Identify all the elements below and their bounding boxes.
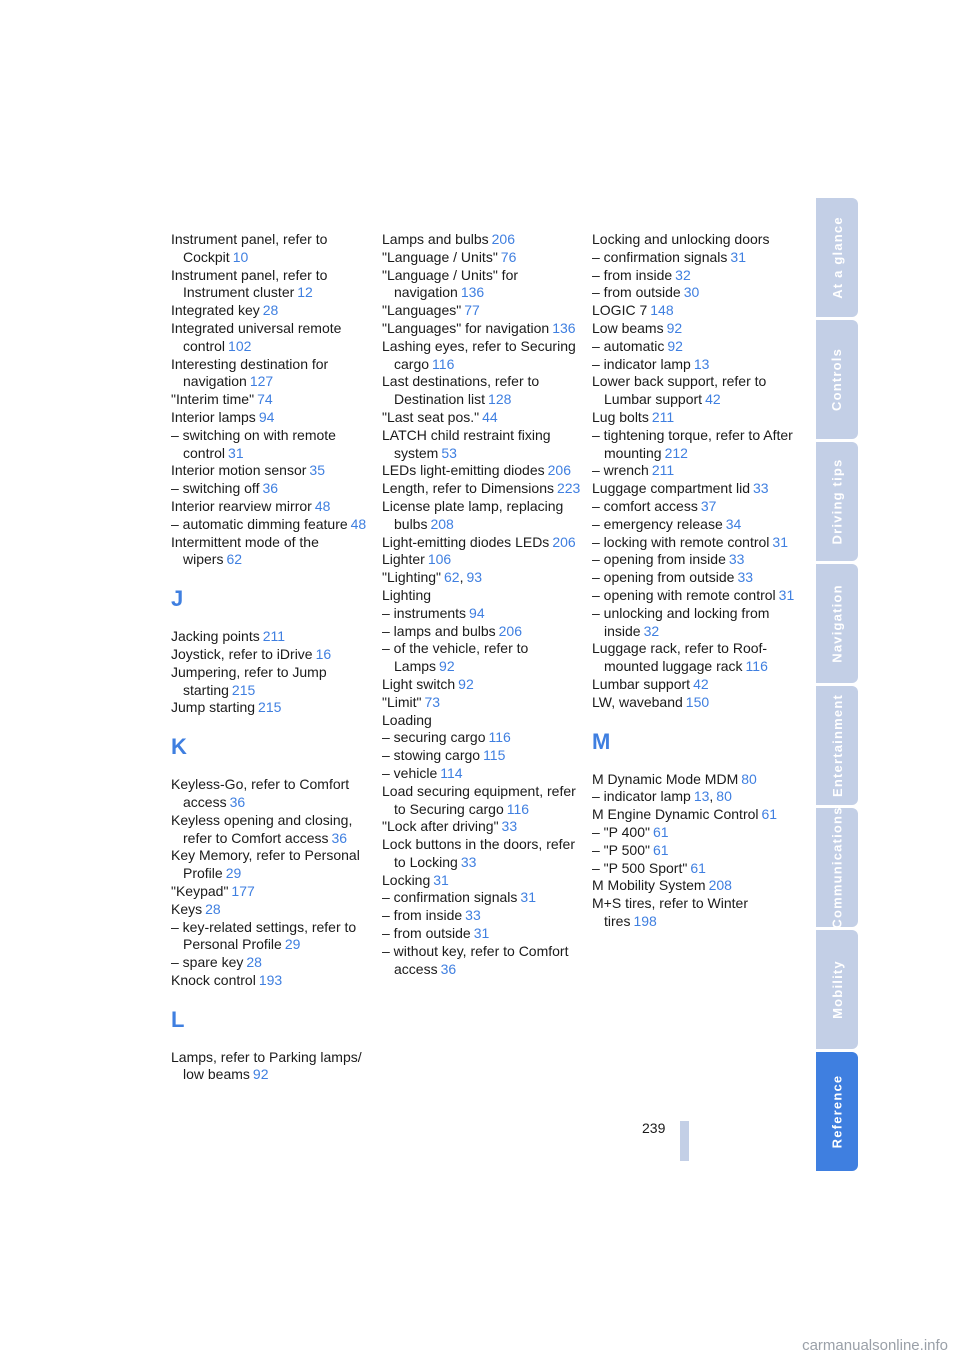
page-reference-link[interactable]: 206 — [491, 231, 515, 247]
index-entry — [382, 640, 582, 676]
page-reference-link[interactable]: 36 — [331, 829, 348, 846]
index-entry — [382, 623, 582, 641]
index-entry-text: M Dynamic Mode MDM — [592, 770, 739, 787]
index-entry-text: Interesting destination for navigation — [171, 355, 329, 390]
index-entry-text: – from inside — [382, 907, 463, 924]
index-entry-text: – confirmation signals — [382, 889, 518, 906]
index-entry — [382, 907, 582, 925]
index-entry-text: "Languages" for navigation — [382, 319, 550, 336]
index-entry — [592, 771, 797, 789]
index-entry — [592, 587, 797, 605]
page-reference-link[interactable]: 31 — [228, 444, 244, 461]
index-entry — [382, 587, 582, 605]
index-entry — [171, 919, 371, 955]
index-entry — [382, 605, 582, 623]
index-entry — [592, 320, 797, 338]
index-entry-text: – from outside — [592, 284, 681, 301]
page-reference-link[interactable]: 136 — [552, 319, 576, 336]
tab-label: Entertainment — [829, 693, 845, 798]
index-entry-text: Load securing equipment, refer to Securing cargo — [382, 782, 576, 817]
page-reference-link[interactable]: 29 — [225, 865, 242, 882]
index-entry-text: Lighter — [382, 551, 425, 568]
index-entry-text: "Limit" — [382, 693, 422, 710]
index-entry-text: – lamps and bulbs — [382, 622, 496, 639]
index-column-2 — [382, 231, 582, 978]
index-entry — [592, 676, 797, 694]
page-reference-link[interactable]: 206 — [498, 622, 522, 639]
tab-at-a-glance[interactable] — [816, 198, 858, 317]
index-entry-text: – from inside — [592, 266, 673, 283]
index-entry — [171, 883, 371, 901]
index-entry-text: Last destinations, refer to Destination list — [382, 373, 540, 408]
index-entry-text: – opening from inside — [592, 551, 726, 568]
index-entry-text: Light switch — [382, 675, 456, 692]
index-entry-text: – opening with remote control — [592, 586, 776, 603]
index-entry-text: Intermittent mode of the wipers — [171, 533, 319, 568]
index-entry-text: "Lighting" — [382, 569, 441, 586]
index-entry — [592, 605, 797, 641]
index-entry-text: – without key, refer to Comfort access — [382, 942, 569, 977]
index-entry-text: – stowing cargo — [382, 747, 481, 764]
index-entry — [592, 373, 797, 409]
index-entry — [382, 765, 582, 783]
index-entry — [592, 895, 797, 931]
index-entry-text: – "P 500 Sport" — [592, 859, 688, 876]
page-separator: , — [459, 569, 464, 586]
index-letter-heading: M — [592, 728, 611, 754]
index-entry-text: – emergency release — [592, 515, 723, 532]
page-reference-link[interactable]: 94 — [469, 604, 485, 621]
index-entry-text: Instrument panel, refer to Instrument cluster — [171, 266, 328, 301]
index-entry — [382, 729, 582, 747]
page-reference-link[interactable]: 13 — [693, 355, 710, 372]
page-reference-link[interactable]: 148 — [650, 302, 674, 319]
page-reference-link[interactable]: 61 — [652, 841, 669, 858]
index-entry-text: M Engine Dynamic Control — [592, 806, 759, 823]
page-reference-link[interactable]: 36 — [262, 480, 279, 497]
index-entry-text: Loading — [382, 711, 432, 728]
page-reference-link[interactable]: 33 — [728, 551, 745, 568]
index-entry — [171, 664, 371, 700]
index-entry — [592, 462, 797, 480]
index-entry — [382, 694, 582, 712]
page-reference-link[interactable]: 29 — [284, 936, 301, 953]
page-reference-link[interactable]: 31 — [772, 533, 788, 550]
index-entry-text: Light-emitting diodes LEDs — [382, 533, 550, 550]
index-entry-text: Keyless opening and closing, refer to Comfort access — [171, 811, 353, 846]
page-separator: , — [709, 788, 714, 805]
index-entry — [171, 1049, 371, 1085]
page-reference-link[interactable]: 198 — [633, 912, 657, 929]
index-entry — [171, 972, 371, 990]
index-entry-text: – tightening torque, refer to After mounting — [592, 426, 793, 461]
index-entry-text: License plate lamp, replacing bulbs — [382, 497, 564, 532]
page-reference-link[interactable]: 42 — [693, 675, 709, 692]
index-entry — [382, 925, 582, 943]
index-entry — [592, 877, 797, 895]
index-entry — [171, 812, 371, 848]
page-number: 239 — [642, 1120, 666, 1136]
page-reference-link[interactable]: 28 — [205, 900, 221, 917]
page-reference-link[interactable]: 116 — [432, 355, 455, 372]
page-reference-link[interactable]: 127 — [249, 373, 274, 390]
index-entry — [171, 534, 371, 570]
chapter-tabs — [816, 198, 858, 1174]
page-reference-link[interactable]: 215 — [231, 681, 256, 698]
index-entry-text: Integrated universal remote control — [171, 319, 342, 354]
index-entry-text: – indicator lamp — [592, 355, 691, 372]
index-entry-text: – vehicle — [382, 764, 438, 781]
page-reference-link[interactable]: 193 — [258, 971, 283, 988]
page-reference-link[interactable]: 61 — [690, 859, 706, 876]
tab-controls[interactable] — [816, 320, 858, 439]
page-reference-link[interactable]: 42 — [705, 391, 721, 408]
page-reference-link[interactable]: 33 — [501, 818, 518, 835]
page-reference-link[interactable]: 92 — [252, 1066, 269, 1083]
index-entry-text: Jacking points — [171, 628, 260, 645]
index-entry — [382, 409, 582, 427]
page-reference-link[interactable]: 114 — [440, 764, 463, 781]
page-reference-link[interactable]: 208 — [708, 877, 732, 894]
index-entry — [592, 534, 797, 552]
index-entry-text: – spare key — [171, 954, 244, 971]
page-reference-link[interactable]: 37 — [700, 497, 717, 514]
index-entry-text: Knock control — [171, 971, 256, 988]
index-entry — [382, 249, 582, 267]
index-entry-text: "Language / Units" for navigation — [382, 266, 519, 301]
page-reference-link[interactable]: 128 — [488, 391, 512, 408]
index-entry-text: – indicator lamp — [592, 788, 691, 805]
index-entry-text: – switching on with remote control — [171, 426, 336, 461]
index-entry-text: "Languages" — [382, 302, 462, 319]
page-reference-link[interactable]: 31 — [473, 925, 490, 942]
index-entry-text: "Lock after driving" — [382, 818, 499, 835]
index-entry-text: Lower back support, refer to Lumbar support — [592, 373, 767, 408]
page-reference-link[interactable]: 150 — [685, 693, 710, 710]
index-entry — [171, 267, 371, 303]
index-entry-text: – comfort access — [592, 497, 698, 514]
page-reference-link[interactable]: 31 — [778, 586, 795, 603]
page-reference-link[interactable]: 177 — [231, 882, 255, 899]
index-entry-text: Length, refer to Dimensions — [382, 480, 554, 497]
tab-navigation[interactable] — [816, 564, 858, 683]
index-entry-text: – "P 500" — [592, 841, 650, 858]
index-entry-text: – switching off — [171, 480, 260, 497]
index-entry — [171, 409, 371, 427]
index-entry-text: – automatic — [592, 337, 665, 354]
index-entry-text: Jumpering, refer to Jump starting — [171, 663, 327, 698]
index-entry — [382, 498, 582, 534]
index-entry — [592, 231, 797, 249]
page-reference-link[interactable]: 102 — [228, 337, 252, 354]
index-entry — [592, 249, 797, 267]
page-reference-link[interactable]: 116 — [745, 658, 768, 675]
index-entry — [171, 776, 371, 812]
page-reference-link[interactable]: 62 — [443, 569, 460, 586]
page-reference-link[interactable]: 32 — [675, 266, 691, 283]
index-entry — [171, 391, 371, 409]
tab-label: Mobility — [829, 960, 845, 1019]
index-entry-text: "Interim time" — [171, 391, 255, 408]
page-reference-link[interactable]: 34 — [725, 515, 742, 532]
page-reference-link[interactable]: 48 — [314, 497, 331, 514]
index-entry-text: LATCH child restraint fixing system — [382, 426, 551, 461]
page-reference-link[interactable]: 77 — [464, 302, 480, 319]
index-entry-text: LOGIC 7 — [592, 302, 648, 319]
index-entry — [171, 356, 371, 392]
index-column-1 — [171, 231, 371, 1084]
index-entry — [592, 498, 797, 516]
index-entry-text: Lamps, refer to Parking lamps/ low beams — [171, 1048, 362, 1083]
page-reference-link[interactable]: 16 — [315, 645, 332, 662]
index-entry-text: Lumbar support — [592, 675, 691, 692]
index-entry-text: – wrench — [592, 462, 649, 479]
page-reference-link[interactable]: 28 — [262, 302, 279, 319]
index-entry-text: LW, waveband — [592, 693, 683, 710]
index-entry-text: Interior motion sensor — [171, 462, 307, 479]
page-reference-link[interactable]: 36 — [440, 960, 457, 977]
index-entry-text: M+S tires, refer to Winter tires — [592, 895, 748, 929]
index-entry — [382, 427, 582, 463]
index-entry-text: LEDs light-emitting diodes — [382, 462, 545, 479]
index-entry-text: "Last seat pos." — [382, 408, 480, 425]
index-entry — [171, 462, 371, 480]
page-reference-link[interactable]: 223 — [556, 480, 581, 497]
index-entry — [592, 267, 797, 285]
index-entry — [382, 320, 582, 338]
index-entry — [382, 267, 582, 303]
page-reference-link[interactable]: 136 — [460, 284, 485, 301]
page-reference-link[interactable]: 12 — [297, 284, 313, 301]
page-reference-link[interactable]: 31 — [730, 248, 746, 265]
page-reference-link[interactable]: 33 — [460, 853, 477, 870]
page-reference-link[interactable]: 215 — [258, 699, 282, 716]
index-entry — [382, 872, 582, 890]
index-column-3 — [592, 231, 797, 931]
page-reference-link[interactable]: 36 — [229, 793, 246, 810]
index-entry — [592, 302, 797, 320]
index-entry — [592, 516, 797, 534]
page-reference-link[interactable]: 80 — [741, 770, 757, 787]
index-entry — [592, 640, 797, 676]
index-entry — [592, 860, 797, 878]
tab-entertainment[interactable] — [816, 686, 858, 805]
index-entry-text: – key-related settings, refer to Personal Profile — [171, 918, 357, 953]
index-entry-text: – from outside — [382, 925, 471, 942]
index-entry — [382, 783, 582, 819]
index-entry — [382, 712, 582, 730]
index-entry — [171, 231, 371, 267]
index-entry — [171, 302, 371, 320]
index-letter-heading: L — [171, 1006, 185, 1032]
index-entry-text: Lashing eyes, refer to Securing cargo — [382, 337, 576, 372]
page-reference-link[interactable]: 62 — [226, 551, 243, 568]
page-reference-link[interactable]: 116 — [488, 729, 511, 746]
index-entry-text: Joystick, refer to iDrive — [171, 645, 313, 662]
index-entry-text: Luggage compartment lid — [592, 480, 750, 497]
page-reference-link[interactable]: 53 — [441, 444, 457, 461]
tab-label: Navigation — [829, 584, 845, 663]
index-entry — [382, 534, 582, 552]
index-entry — [382, 889, 582, 907]
index-entry — [592, 824, 797, 842]
index-entry — [171, 646, 371, 664]
page-reference-link[interactable]: 211 — [651, 408, 675, 425]
index-entry-text: Lock buttons in the doors, refer to Locking — [382, 836, 575, 870]
page-reference-link[interactable]: 31 — [433, 871, 449, 888]
page-reference-link[interactable]: 13 — [693, 788, 710, 805]
index-entry-text: Lamps and bulbs — [382, 231, 489, 247]
index-entry-text: – "P 400" — [592, 823, 650, 840]
index-entry-text: Low beams — [592, 319, 664, 336]
index-entry-text: "Language / Units" — [382, 248, 498, 265]
index-entry-text: – locking with remote control — [592, 533, 770, 550]
index-entry — [171, 901, 371, 919]
index-entry-text: Jump starting — [171, 699, 256, 716]
index-entry — [382, 373, 582, 409]
index-entry-text: Keys — [171, 900, 203, 917]
index-entry-text: Lug bolts — [592, 408, 649, 425]
index-entry-text: Lighting — [382, 586, 432, 603]
index-entry — [382, 747, 582, 765]
index-entry-text: Interior lamps — [171, 408, 256, 425]
page-reference-link[interactable]: 92 — [667, 337, 683, 354]
page-reference-link[interactable]: 44 — [482, 408, 498, 425]
page-reference-link[interactable]: 115 — [483, 747, 506, 764]
index-entry-text: Key Memory, refer to Personal Profile — [171, 847, 360, 882]
index-entry — [171, 847, 371, 883]
page-reference-link[interactable]: 48 — [350, 515, 367, 532]
page-reference-link[interactable]: 211 — [651, 462, 675, 479]
page-reference-link[interactable]: 10 — [232, 248, 249, 265]
tab-label: Reference — [829, 1074, 845, 1149]
page-reference-link[interactable]: 32 — [643, 622, 660, 639]
page-reference-link[interactable]: 61 — [652, 823, 669, 840]
tab-communications[interactable] — [816, 808, 858, 927]
page-reference-link[interactable]: 94 — [258, 408, 275, 425]
index-entry-text: Locking — [382, 871, 431, 888]
index-entry-text: Locking and unlocking doors — [592, 231, 770, 247]
page-reference-link[interactable]: 74 — [257, 391, 273, 408]
page-reference-link[interactable]: 33 — [753, 480, 769, 497]
index-entry — [592, 788, 797, 806]
index-entry — [592, 806, 797, 824]
page-reference-link[interactable]: 92 — [666, 319, 683, 336]
index-entry-text: – of the vehicle, refer to Lamps — [382, 640, 529, 675]
index-entry — [592, 551, 797, 569]
index-entry-text: – instruments — [382, 604, 467, 621]
page-reference-link[interactable]: 106 — [427, 551, 452, 568]
index-entry — [171, 699, 371, 717]
tab-mobility[interactable] — [816, 930, 858, 1049]
tab-reference[interactable] — [816, 1052, 858, 1171]
index-entry — [592, 694, 797, 712]
index-entry — [171, 516, 371, 534]
tab-label: Communications — [829, 806, 845, 929]
page-reference-link[interactable]: 92 — [439, 658, 455, 675]
index-entry — [592, 842, 797, 860]
index-entry-text: – automatic dimming feature — [171, 515, 348, 532]
index-entry — [382, 676, 582, 694]
index-entry-text: – opening from outside — [592, 569, 735, 586]
index-letter-heading: K — [171, 734, 187, 760]
index-entry-text: M Mobility System — [592, 877, 706, 894]
index-entry — [592, 338, 797, 356]
page-reference-link[interactable]: 33 — [465, 907, 481, 924]
tab-label: At a glance — [829, 216, 845, 299]
index-entry — [171, 628, 371, 646]
tab-label: Controls — [829, 347, 845, 412]
page-reference-link[interactable]: 211 — [262, 628, 286, 645]
page-reference-link[interactable]: 33 — [737, 569, 754, 586]
tab-driving-tips[interactable] — [816, 442, 858, 561]
index-entry — [382, 231, 582, 249]
index-entry-text: Interior rearview mirror — [171, 497, 312, 514]
index-letter-heading: J — [171, 586, 184, 612]
footer-watermark: carmanualsonline.info — [802, 1337, 948, 1354]
index-entry — [171, 320, 371, 356]
index-entry — [592, 409, 797, 427]
page-reference-link[interactable]: 35 — [309, 462, 325, 479]
index-entry — [382, 462, 582, 480]
index-entry — [171, 954, 371, 972]
index-entry-text: Keyless-Go, refer to Comfort access — [171, 776, 350, 810]
index-entry — [592, 284, 797, 302]
index-entry — [382, 569, 582, 587]
tab-label: Driving tips — [829, 458, 845, 545]
index-entry — [592, 356, 797, 374]
index-entry-text: – securing cargo — [382, 729, 486, 746]
index-entry — [592, 427, 797, 463]
page-reference-link[interactable]: 206 — [552, 533, 576, 550]
page-reference-link[interactable]: 212 — [664, 444, 688, 461]
index-entry — [171, 480, 371, 498]
page-reference-link[interactable]: 116 — [506, 800, 530, 817]
page-reference-link[interactable]: 206 — [547, 462, 571, 479]
index-entry — [382, 480, 582, 498]
index-entry-text: – unlocking and locking from inside — [592, 604, 770, 639]
index-entry — [382, 818, 582, 836]
index-entry — [382, 338, 582, 374]
index-entry-text: Integrated key — [171, 302, 260, 319]
index-entry — [382, 302, 582, 320]
page-reference-link[interactable]: 61 — [761, 806, 778, 823]
index-entry-text: Luggage rack, refer to Roof-mounted luggage rack — [592, 640, 768, 675]
page-reference-link[interactable]: 30 — [683, 284, 700, 301]
page-reference-link[interactable]: 80 — [716, 788, 732, 805]
page-reference-link[interactable]: 28 — [246, 954, 262, 971]
index-entry — [592, 480, 797, 498]
index-entry — [171, 498, 371, 516]
index-entry — [382, 836, 582, 872]
index-entry — [171, 427, 371, 463]
page-reference-link[interactable]: 93 — [466, 569, 483, 586]
page-reference-link[interactable]: 31 — [520, 889, 536, 906]
index-entry-text: – confirmation signals — [592, 248, 728, 265]
index-entry-text: Instrument panel, refer to Cockpit — [171, 231, 328, 265]
index-entry — [382, 551, 582, 569]
index-entry — [592, 569, 797, 587]
index-entry-text: "Keypad" — [171, 882, 229, 899]
page-reference-link[interactable]: 73 — [424, 693, 441, 710]
page-reference-link[interactable]: 92 — [458, 675, 474, 692]
page-number-bar — [680, 1121, 689, 1161]
page-reference-link[interactable]: 208 — [430, 515, 454, 532]
index-entry — [382, 943, 582, 979]
page-reference-link[interactable]: 76 — [500, 248, 517, 265]
